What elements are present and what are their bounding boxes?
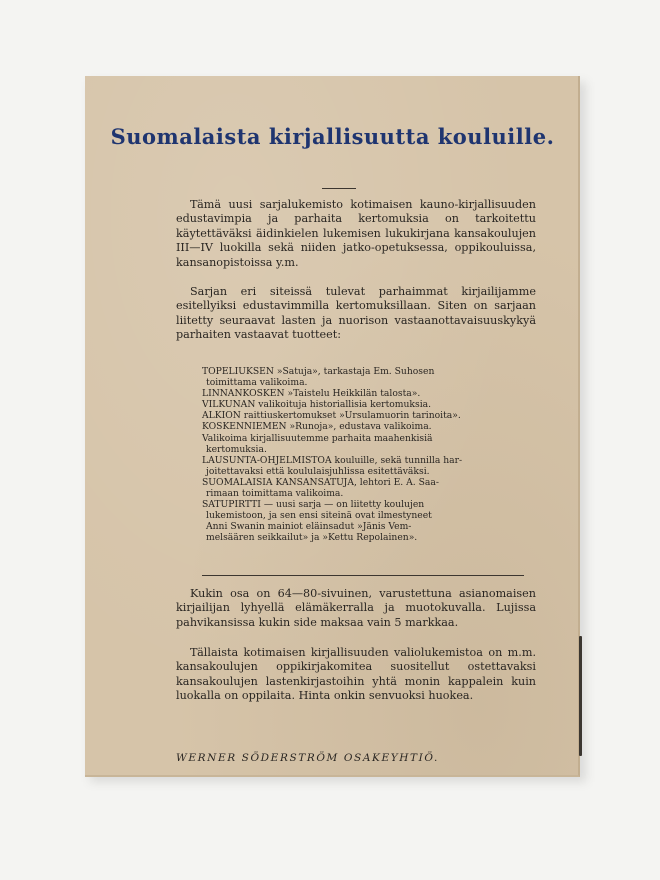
publisher-name: WERNER SÖDERSTRÖM OSAKEYHTIÖ. (176, 752, 439, 764)
works-line: Anni Swanin mainiot eläinsadut »Jänis Vem- (206, 521, 412, 533)
price-paragraph: Kukin osa on 64—80-sivuinen, varustettuna asianomaisen kirjailijan lyhyellä elämäkerralla ja muotokuvalla. Lujissa pahvikansissa kukin side maksaa vain 5 markkaa. (176, 587, 536, 629)
works-line: toimittama valikoima. (206, 377, 308, 389)
works-line: SUOMALAISIA KANSANSATUJA, lehtori E. A. Saa- (202, 476, 439, 488)
cover-text (85, 76, 580, 777)
works-line: Valikoima kirjallisuutemme parhaita maahenkisiä (202, 432, 433, 444)
works-line: rimaan toimittama valikoima. (206, 488, 344, 500)
works-line: VILKUNAN valikoituja historiallisia kertomuksia. (202, 399, 432, 411)
intro-paragraph: Tämä uusi sarjalukemisto kotimaisen kauno-kirjallisuuden edustavimpia ja parhaita kertomuksia on tarkoitettu käytettäväksi äidinkielen lukemisen lukukirjana kansakoulujen III—IV luokilla sekä niiden jatko-opetuksessa, oppikouluissa, kansanopistoissa y.m. (176, 198, 536, 269)
works-line: ALKION raittiuskertomukset »Ursulamuorin tarinoita». (202, 410, 461, 422)
works-line: LINNANKOSKEN »Taistelu Heikkilän talosta». (202, 388, 421, 400)
recommendation-paragraph: Tällaista kotimaisen kirjallisuuden valiolukemistoa on m.m. kansakoulujen oppikirjakomitea suositellut ostettavaksi kansakoulujen lastenkirjastoihin yhtä monin kappalein kuin luokalla on oppilaita. Hinta onkin senvuoksi huokea. (176, 646, 536, 703)
series-paragraph: Sarjan eri siteissä tulevat parhaimmat kirjailijamme esitellyiksi edustavimmilla kertomuksillaan. Siten on sarjaan liitetty seuraavat lasten ja nuorison vastaanottavaisuuskykyä parhaiten vastaavat tuotteet: (176, 285, 536, 342)
list-divider (202, 575, 524, 576)
works-line: lukemistoon, ja sen ensi siteinä ovat ilmestyneet (206, 510, 432, 522)
works-line: melsäären seikkailut» ja »Kettu Repolainen». (206, 532, 418, 544)
title-divider (322, 188, 356, 189)
works-line: SATUPIRTTI — uusi sarja — on liitetty koulujen (202, 499, 425, 511)
works-line: LAUSUNTA-OHJELMISTOA kouluille, sekä tunnilla har- (202, 454, 463, 466)
works-line: kertomuksia. (206, 443, 267, 455)
works-list (202, 366, 532, 544)
cover-title: Suomalaista kirjallisuutta kouluille. (110, 124, 555, 149)
works-line: joitettavaksi että koululaisjuhlissa esitettäväksi. (206, 465, 430, 477)
works-line: TOPELIUKSEN »Satuja», tarkastaja Em. Suhosen (202, 366, 435, 377)
works-line: KOSKENNIEMEN »Runoja», edustava valikoima. (202, 421, 432, 433)
